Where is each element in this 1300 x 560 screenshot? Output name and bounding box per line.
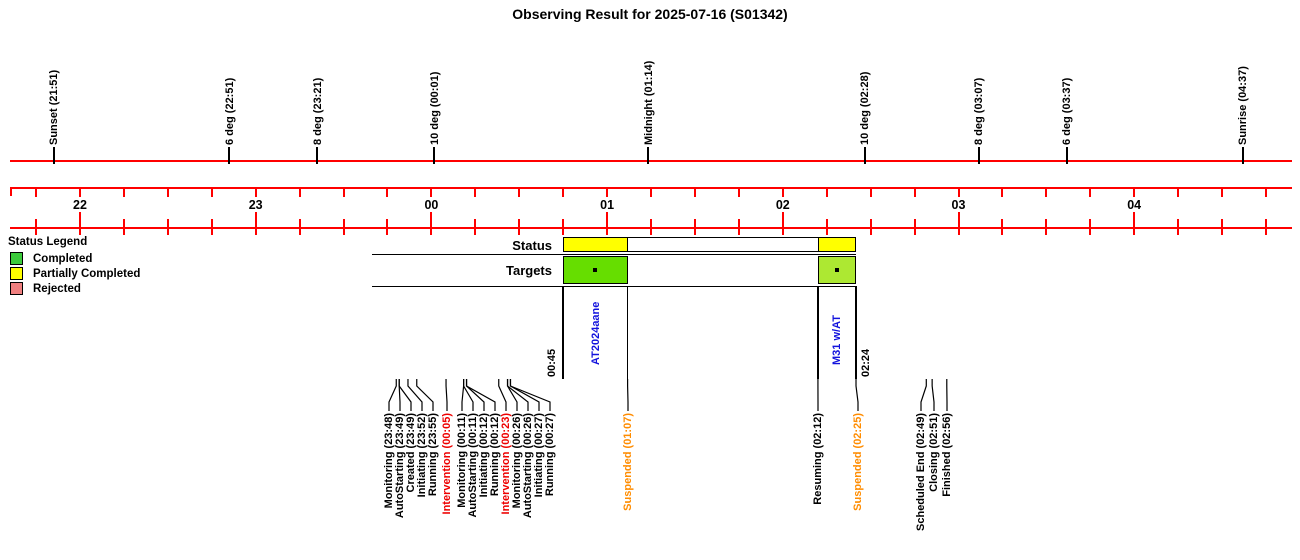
ruler-tick-minor (1265, 189, 1267, 197)
ruler-tick-below (1089, 229, 1091, 235)
status-event-label: Monitoring (00:26) (510, 413, 523, 509)
status-event-label: Suspended (02:25) (851, 413, 864, 511)
block-boundary-stem (855, 286, 857, 379)
ruler-tick-minor (914, 189, 916, 197)
status-event-label: Finished (02:56) (940, 413, 953, 497)
hour-label: 00 (424, 198, 439, 212)
ruler-end-tick (10, 189, 12, 196)
ruler-tick-minor (650, 219, 652, 227)
hour-label: 04 (1127, 198, 1142, 212)
ruler-tick-below (650, 229, 652, 235)
ruler-tick-below (1001, 229, 1003, 235)
ruler-tick-minor (430, 189, 432, 197)
ruler-tick-minor (1221, 219, 1223, 227)
block-time-label: 02:24 (859, 348, 872, 377)
ruler-tick-below (606, 229, 608, 235)
ruler-tick-below (343, 229, 345, 235)
ruler-tick-hour (606, 212, 608, 227)
status-event-label: Monitoring (00:11) (455, 413, 468, 508)
status-event-label: AutoStarting (00:26) (521, 413, 534, 519)
status-event-label: Initiating (23:52) (415, 413, 428, 498)
sky-event-label: 8 deg (03:07) (973, 77, 986, 145)
sky-axis-line (10, 160, 1292, 162)
ruler-tick-minor (562, 189, 564, 197)
ruler-tick-below (914, 229, 916, 235)
ruler-tick-below (1265, 229, 1267, 235)
ruler-tick-below (826, 229, 828, 235)
targets-row-label: Targets (506, 263, 552, 278)
status-event-label: Scheduled End (02:49) (914, 413, 927, 531)
ruler-tick-below (1045, 229, 1047, 235)
status-event-label: AutoStarting (00:11) (466, 413, 479, 518)
sky-event-label: 10 deg (00:01) (428, 71, 441, 145)
ruler-tick-minor (606, 189, 608, 197)
ruler-tick-minor (826, 219, 828, 227)
ruler-tick-minor (255, 189, 257, 197)
ruler-tick-minor (1001, 219, 1003, 227)
ruler-tick-below (958, 229, 960, 235)
ruler-tick-minor (1089, 189, 1091, 197)
sky-event-label: Midnight (01:14) (642, 60, 655, 145)
leader-line (446, 379, 447, 411)
leader-line (921, 379, 926, 411)
ruler-tick-below (79, 229, 81, 235)
status-event-label: Suspended (01:07) (621, 413, 634, 511)
ruler-tick-minor (518, 189, 520, 197)
ruler-tick-below (694, 229, 696, 235)
ruler-tick-minor (167, 219, 169, 227)
ruler-tick-minor (826, 189, 828, 197)
ruler-tick-below (1177, 229, 1179, 235)
sky-event-tick (53, 147, 55, 164)
block-boundary-stem (817, 286, 819, 379)
partially-completed-color-swatch (10, 267, 23, 280)
leader-line (417, 379, 433, 411)
hour-label: 02 (775, 198, 790, 212)
status-event-label: Resuming (02:12) (811, 413, 824, 505)
ruler-tick-below (782, 229, 784, 235)
target-name-label: AT2024aane (589, 301, 602, 365)
ruler-tick-minor (299, 189, 301, 197)
leader-line (462, 379, 464, 411)
ruler-tick-below (211, 229, 213, 235)
ruler-tick-minor (738, 189, 740, 197)
row-separator (372, 286, 856, 288)
status-event-label: Created (23:49) (404, 413, 417, 493)
leader-line (508, 379, 517, 411)
leader-line (467, 379, 495, 411)
leader-line (499, 379, 506, 411)
status-event-label: Intervention (00:23) (499, 413, 512, 515)
sky-event-label: 8 deg (23:21) (311, 77, 324, 145)
sky-event-label: 10 deg (02:28) (859, 71, 872, 145)
status-row-label: Status (512, 238, 552, 253)
ruler-tick-minor (870, 219, 872, 227)
ruler-tick-minor (211, 189, 213, 197)
ruler-tick-hour (958, 212, 960, 227)
ruler-tick-minor (518, 219, 520, 227)
ruler-tick-below (562, 229, 564, 235)
ruler-tick-minor (1045, 189, 1047, 197)
ruler-tick-minor (299, 219, 301, 227)
status-event-label: Running (23:55) (426, 413, 439, 497)
status-event-label: Running (00:12) (488, 413, 501, 497)
sky-event-label: Sunrise (04:37) (1237, 66, 1250, 145)
ruler-tick-below (35, 229, 37, 235)
sky-event-tick (1242, 147, 1244, 164)
hour-label: 01 (600, 198, 615, 212)
leader-line (856, 379, 858, 411)
rejected-color-swatch (10, 282, 23, 295)
ruler-tick-minor (123, 219, 125, 227)
target-block-marker (835, 268, 839, 272)
ruler-tick-minor (738, 219, 740, 227)
legend-item-completed (8, 251, 140, 266)
ruler-tick-minor (1177, 189, 1179, 197)
sky-event-tick (978, 147, 980, 164)
block-time-label: 00:45 (545, 348, 558, 377)
ruler-tick-below (738, 229, 740, 235)
ruler-tick-below (299, 229, 301, 235)
ruler-tick-minor (343, 219, 345, 227)
status-event-label: AutoStarting (23:49) (393, 413, 406, 519)
leader-line (467, 379, 484, 411)
legend-item-label: Rejected (33, 282, 81, 295)
completed-color-swatch (10, 252, 23, 265)
ruler-tick-minor (386, 219, 388, 227)
leader-line (508, 379, 528, 411)
ruler-tick-hour (1133, 212, 1135, 227)
ruler-tick-below (474, 229, 476, 235)
legend-item-label: Partially Completed (33, 267, 141, 280)
ruler-tick-minor (1133, 189, 1135, 197)
ruler-tick-minor (35, 189, 37, 197)
ruler-tick-minor (914, 219, 916, 227)
ruler-tick-minor (870, 189, 872, 197)
leader-line (464, 379, 473, 411)
hour-label: 23 (248, 198, 263, 212)
ruler-tick-hour (782, 212, 784, 227)
ruler-tick-hour (430, 212, 432, 227)
ruler-tick-below (870, 229, 872, 235)
block-boundary-stem (627, 286, 629, 379)
leader-line (932, 379, 934, 411)
leader-line (510, 379, 539, 411)
ruler-tick-minor (958, 189, 960, 197)
ruler-tick-below (1133, 229, 1135, 235)
leader-line (399, 379, 400, 411)
status-event-label: Running (00:27) (543, 413, 556, 497)
status-segment (563, 237, 627, 252)
ruler-tick-minor (79, 189, 81, 197)
ruler-tick-minor (211, 219, 213, 227)
ruler-tick-minor (35, 219, 37, 227)
ruler-tick-minor (1001, 189, 1003, 197)
ruler-tick-below (167, 229, 169, 235)
leader-line (510, 379, 550, 411)
block-boundary-stem (562, 286, 564, 379)
hour-label: 03 (951, 198, 966, 212)
target-name-label: M31 w/AT (831, 315, 844, 365)
leader-line (408, 379, 422, 411)
ruler-tick-below (123, 229, 125, 235)
ruler-tick-minor (123, 189, 125, 197)
sky-event-tick (864, 147, 866, 164)
sky-event-label: 6 deg (22:51) (223, 77, 236, 145)
status-event-label: Monitoring (23:48) (382, 413, 395, 509)
ruler-tick-below (518, 229, 520, 235)
ruler-tick-minor (782, 189, 784, 197)
sky-event-label: 6 deg (03:37) (1061, 77, 1074, 145)
sky-event-label: Sunset (21:51) (48, 69, 61, 145)
ruler-tick-minor (1089, 219, 1091, 227)
ruler-tick-minor (386, 189, 388, 197)
status-event-label: Intervention (00:05) (440, 413, 453, 515)
ruler-tick-minor (474, 219, 476, 227)
page-title: Observing Result for 2025-07-16 (S01342) (512, 6, 788, 22)
ruler-tick-below (430, 229, 432, 235)
ruler-tick-minor (694, 219, 696, 227)
row-separator (372, 254, 856, 256)
sky-event-tick (316, 147, 318, 164)
status-event-label: Closing (02:51) (927, 413, 940, 492)
ruler-tick-below (386, 229, 388, 235)
ruler-tick-hour (255, 212, 257, 227)
ruler-tick-minor (1221, 189, 1223, 197)
status-segment (818, 237, 856, 252)
ruler-tick-minor (1045, 219, 1047, 227)
status-legend (8, 236, 140, 296)
hour-label: 22 (73, 198, 87, 212)
target-block-marker (593, 268, 597, 272)
ruler-tick-hour (79, 212, 81, 227)
ruler-tick-below (255, 229, 257, 235)
sky-event-tick (433, 147, 435, 164)
ruler-tick-minor (694, 189, 696, 197)
status-event-label: Initiating (00:12) (477, 413, 490, 498)
leader-line (399, 379, 411, 411)
legend-item-partially-completed (8, 266, 140, 281)
leader-line (389, 379, 396, 411)
legend-title: Status Legend (8, 236, 88, 248)
ruler-tick-minor (1265, 219, 1267, 227)
ruler-tick-below (1221, 229, 1223, 235)
ruler-tick-minor (562, 219, 564, 227)
ruler-tick-minor (343, 189, 345, 197)
status-event-label: Initiating (00:27) (532, 413, 545, 498)
legend-item-rejected (8, 281, 140, 296)
ruler-tick-minor (167, 189, 169, 197)
sky-event-tick (1066, 147, 1068, 164)
ruler-tick-minor (650, 189, 652, 197)
ruler-tick-minor (474, 189, 476, 197)
legend-item-label: Completed (33, 252, 93, 265)
sky-event-tick (647, 147, 649, 164)
sky-event-tick (228, 147, 230, 164)
ruler-tick-minor (1177, 219, 1179, 227)
